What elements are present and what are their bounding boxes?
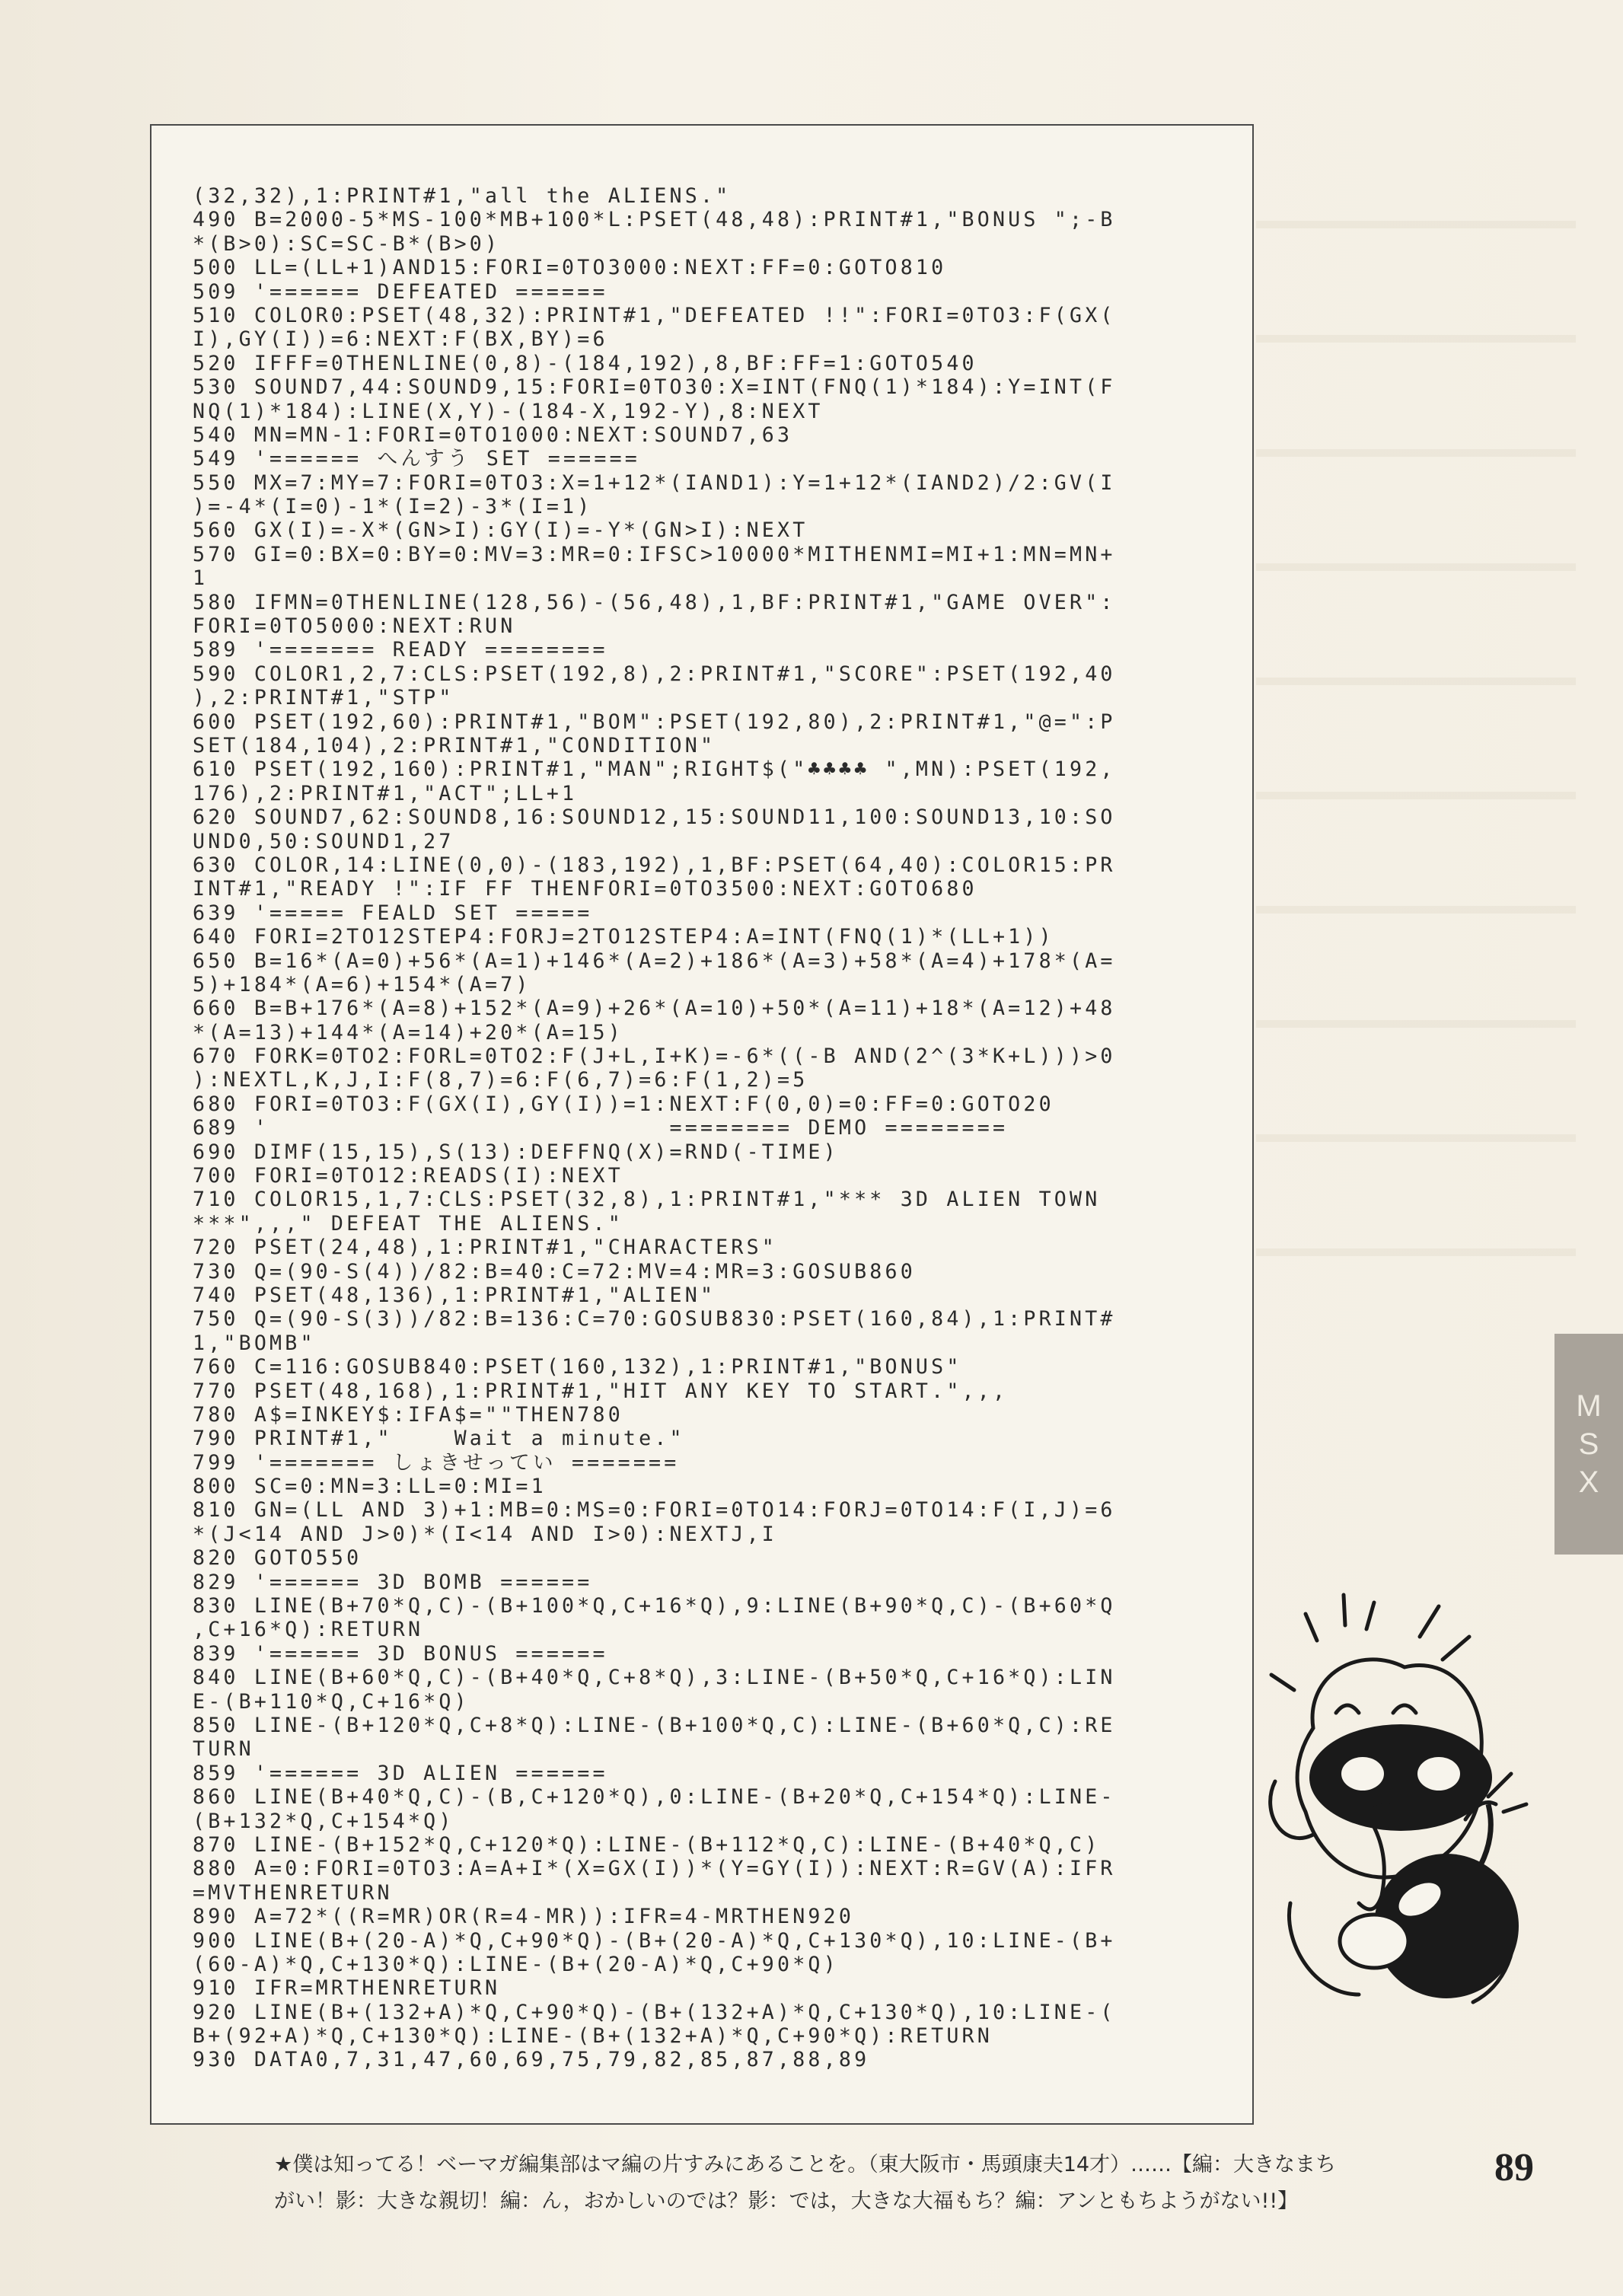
raccoon-holding-bomb-illustration: [1260, 1583, 1549, 2010]
code-line: 680 FORI=0TO3:F(GX(I),GY(I))=1:NEXT:F(0,0)=0:FF=0:GOTO20: [193, 1092, 1054, 1116]
code-line: 840 LINE(B+60*Q,C)-(B+40*Q,C+8*Q),3:LINE-(B+50*Q,C+16*Q):LIN: [193, 1666, 1116, 1690]
code-line: 490 B=2000-5*MS-100*MB+100*L:PSET(48,48):PRINT#1,"BONUS ";-B: [193, 208, 1116, 232]
code-line: *(B>0):SC=SC-B*(B>0): [193, 231, 501, 256]
code-line: 700 FORI=0TO12:READS(I):NEXT: [193, 1164, 623, 1188]
code-line: 580 IFMN=0THENLINE(128,56)-(56,48),1,BF:PRINT#1,"GAME OVER":: [193, 590, 1116, 614]
tab-letter-x: X: [1578, 1465, 1599, 1499]
code-line: 930 DATA0,7,31,47,60,69,75,79,82,85,87,88,89: [193, 2048, 870, 2072]
code-line: 560 GX(I)=-X*(GN>I):GY(I)=-Y*(GN>I):NEXT: [193, 518, 808, 543]
code-line: FORI=0TO5000:NEXT:RUN: [193, 614, 516, 639]
code-line: 640 FORI=2TO12STEP4:FORJ=2TO12STEP4:A=INT(FNQ(1)*(LL+1)): [193, 925, 1054, 949]
code-line: ***",,," DEFEAT THE ALIENS.": [193, 1211, 623, 1236]
code-line: 859 '====== 3D ALIEN ======: [193, 1761, 608, 1785]
code-line: ),2:PRINT#1,"STP": [193, 686, 454, 710]
code-line: 790 PRINT#1," Wait a minute.": [193, 1427, 685, 1451]
code-line: 870 LINE-(B+152*Q,C+120*Q):LINE-(B+112*Q,C):LINE-(B+40*Q,C): [193, 1832, 1101, 1857]
code-line: (60-A)*Q,C+130*Q):LINE-(B+(20-A)*Q,C+90*Q): [193, 1952, 839, 1976]
code-line: 860 LINE(B+40*Q,C)-(B,C+120*Q),0:LINE-(B+20*Q,C+154*Q):LINE-: [193, 1785, 1116, 1810]
code-line: 780 A$=INKEY$:IFA$=""THEN780: [193, 1402, 623, 1427]
code-line: B+(92+A)*Q,C+130*Q):LINE-(B+(132+A)*Q,C+90*Q):RETURN: [193, 2024, 993, 2049]
code-line: 850 LINE-(B+120*Q,C+8*Q):LINE-(B+100*Q,C):LINE-(B+60*Q,C):RE: [193, 1714, 1116, 1737]
code-line: UND0,50:SOUND1,27: [193, 829, 454, 853]
code-line: 1,"BOMB": [193, 1331, 316, 1355]
code-line: INT#1,"READY !":IF FF THENFORI=0TO3500:NEXT:GOTO680: [193, 877, 977, 901]
code-line: TURN: [193, 1737, 254, 1762]
code-line: *(A=13)+144*(A=14)+20*(A=15): [193, 1020, 623, 1044]
code-line: 620 SOUND7,62:SOUND8,16:SOUND12,15:SOUND11,100:SOUND13,10:SO: [193, 805, 1116, 830]
code-line: 750 Q=(90-S(3))/82:B=136:C=70:GOSUB830:PSET(160,84),1:PRINT#: [193, 1307, 1116, 1331]
code-line: 730 Q=(90-S(4))/82:B=40:C=72:MV=4:MR=3:GOSUB860: [193, 1259, 916, 1284]
code-line: 1: [193, 566, 209, 591]
reader-comment-footer: [274, 2147, 1416, 2220]
code-line: 540 MN=MN-1:FORI=0TO1000:NEXT:SOUND7,63: [193, 423, 793, 447]
code-line: 920 LINE(B+(132+A)*Q,C+90*Q)-(B+(132+A)*Q,C+130*Q),10:LINE-(: [193, 2000, 1116, 2024]
code-line: )=-4*(I=0)-1*(I=2)-3*(I=1): [193, 495, 593, 519]
code-line: 690 DIMF(15,15),S(13):DEFFNQ(X)=RND(-TIME): [193, 1140, 839, 1164]
code-line: 176),2:PRINT#1,"ACT";LL+1: [193, 781, 578, 805]
code-line: 880 A=0:FORI=0TO3:A=A+I*(X=GX(I))*(Y=GY(I)):NEXT:R=GV(A):IFR: [193, 1857, 1116, 1881]
code-line: 650 B=16*(A=0)+56*(A=1)+146*(A=2)+186*(A=3)+58*(A=4)+178*(A=: [193, 949, 1116, 973]
code-line: I),GY(I))=6:NEXT:F(BX,BY)=6: [193, 327, 608, 352]
code-line: 740 PSET(48,136),1:PRINT#1,"ALIEN": [193, 1283, 716, 1307]
code-line: 549 '====== へんすう SET ======: [193, 447, 641, 471]
code-line: 600 PSET(192,60):PRINT#1,"BOM":PSET(192,80),2:PRINT#1,"@=":P: [193, 710, 1116, 734]
code-line: (B+132*Q,C+154*Q): [193, 1809, 454, 1833]
code-line: 639 '===== FEALD SET =====: [193, 901, 593, 925]
code-line: 710 COLOR15,1,7:CLS:PSET(32,8),1:PRINT#1,"*** 3D ALIEN TOWN: [193, 1188, 1101, 1212]
code-line: SET(184,104),2:PRINT#1,"CONDITION": [193, 733, 716, 757]
code-line: =MVTHENRETURN: [193, 1880, 393, 1905]
code-line: 839 '====== 3D BONUS ======: [193, 1641, 608, 1666]
code-line: NQ(1)*184):LINE(X,Y)-(184-X,192-Y),8:NEXT: [193, 399, 824, 423]
footer-line-2: がい！影：大きな親切！編：ん，おかしいのでは？影：では，大きな大福もち？編：アンともちようがない!!】: [274, 2189, 1299, 2213]
show-through-texture: [1256, 114, 1576, 1256]
code-line: 910 IFR=MRTHENRETURN: [193, 1976, 501, 2001]
code-line: 570 GI=0:BX=0:BY=0:MV=3:MR=0:IFSC>10000*MITHENMI=MI+1:MN=MN+: [193, 542, 1116, 566]
code-line: 799 '======= しょきせってい =======: [193, 1450, 680, 1475]
code-line: 5)+184*(A=6)+154*(A=7): [193, 972, 531, 997]
code-line: 810 GN=(LL AND 3)+1:MB=0:MS=0:FORI=0TO14:FORJ=0TO14:F(I,J)=6: [193, 1498, 1116, 1523]
code-line: 590 COLOR1,2,7:CLS:PSET(192,8),2:PRINT#1,"SCORE":PSET(192,40: [193, 662, 1116, 686]
code-line: 520 IFFF=0THENLINE(0,8)-(184,192),8,BF:FF=1:GOTO540: [193, 351, 977, 375]
code-line: 610 PSET(192,160):PRINT#1,"MAN";RIGHT$("♣♣♣♣ ",MN):PSET(192,: [193, 757, 1116, 782]
msx-section-tab: [1554, 1334, 1623, 1555]
code-line: 510 COLOR0:PSET(48,32):PRINT#1,"DEFEATED !!":FORI=0TO3:F(GX(: [193, 303, 1116, 327]
code-line: ):NEXTL,K,J,I:F(8,7)=6:F(6,7)=6:F(1,2)=5: [193, 1068, 808, 1092]
code-line: ,C+16*Q):RETURN: [193, 1618, 424, 1642]
code-line: 509 '====== DEFEATED ======: [193, 279, 608, 304]
code-line: *(J<14 AND J>0)*(I<14 AND I>0):NEXTJ,I: [193, 1522, 778, 1546]
code-line: 760 C=116:GOSUB840:PSET(160,132),1:PRINT#1,"BONUS": [193, 1355, 962, 1379]
code-line: 550 MX=7:MY=7:FORI=0TO3:X=1+12*(IAND1):Y=1+12*(IAND2)/2:GV(I: [193, 470, 1116, 495]
code-line: 630 COLOR,14:LINE(0,0)-(183,192),1,BF:PSET(64,40):COLOR15:PR: [193, 853, 1116, 877]
code-line: E-(B+110*Q,C+16*Q): [193, 1689, 470, 1714]
code-line: 830 LINE(B+70*Q,C)-(B+100*Q,C+16*Q),9:LINE(B+90*Q,C)-(B+60*Q: [193, 1594, 1116, 1618]
code-line: 500 LL=(LL+1)AND15:FORI=0TO3000:NEXT:FF=0:GOTO810: [193, 256, 947, 280]
code-line: 589 '======= READY ========: [193, 638, 608, 662]
code-line: 800 SC=0:MN=3:LL=0:MI=1: [193, 1475, 547, 1499]
code-line: 689 ' ======== DEMO ========: [193, 1116, 1009, 1140]
code-line: 530 SOUND7,44:SOUND9,15:FORI=0TO30:X=INT(FNQ(1)*184):Y=INT(F: [193, 375, 1116, 400]
code-line: 890 A=72*((R=MR)OR(R=4-MR)):IFR=4-MRTHEN920: [193, 1905, 855, 1929]
basic-program-listing: [193, 184, 1197, 2072]
tab-letter-s: S: [1578, 1427, 1599, 1461]
code-line: 770 PSET(48,168),1:PRINT#1,"HIT ANY KEY TO START.",,,: [193, 1379, 1009, 1403]
code-line: 660 B=B+176*(A=8)+152*(A=9)+26*(A=10)+50*(A=11)+18*(A=12)+48: [193, 997, 1116, 1021]
code-line: 670 FORK=0TO2:FORL=0TO2:F(J+L,I+K)=-6*((-B AND(2^(3*K+L)))>0: [193, 1044, 1116, 1069]
page-number: 89: [1494, 2146, 1534, 2189]
code-line: (32,32),1:PRINT#1,"all the ALIENS.": [193, 184, 732, 208]
code-line: 900 LINE(B+(20-A)*Q,C+90*Q)-(B+(20-A)*Q,C+130*Q),10:LINE-(B+: [193, 1928, 1116, 1953]
footer-line-1: ★僕は知ってる！ベーマガ編集部はマ編の片すみにあることを。（東大阪市・馬頭康夫14才）……【編：大きなまち: [274, 2153, 1337, 2176]
code-line: 720 PSET(24,48),1:PRINT#1,"CHARACTERS": [193, 1236, 778, 1260]
code-line: 829 '====== 3D BOMB ======: [193, 1570, 593, 1594]
tab-letter-m: M: [1576, 1389, 1602, 1423]
code-line: 820 GOTO550: [193, 1546, 362, 1571]
